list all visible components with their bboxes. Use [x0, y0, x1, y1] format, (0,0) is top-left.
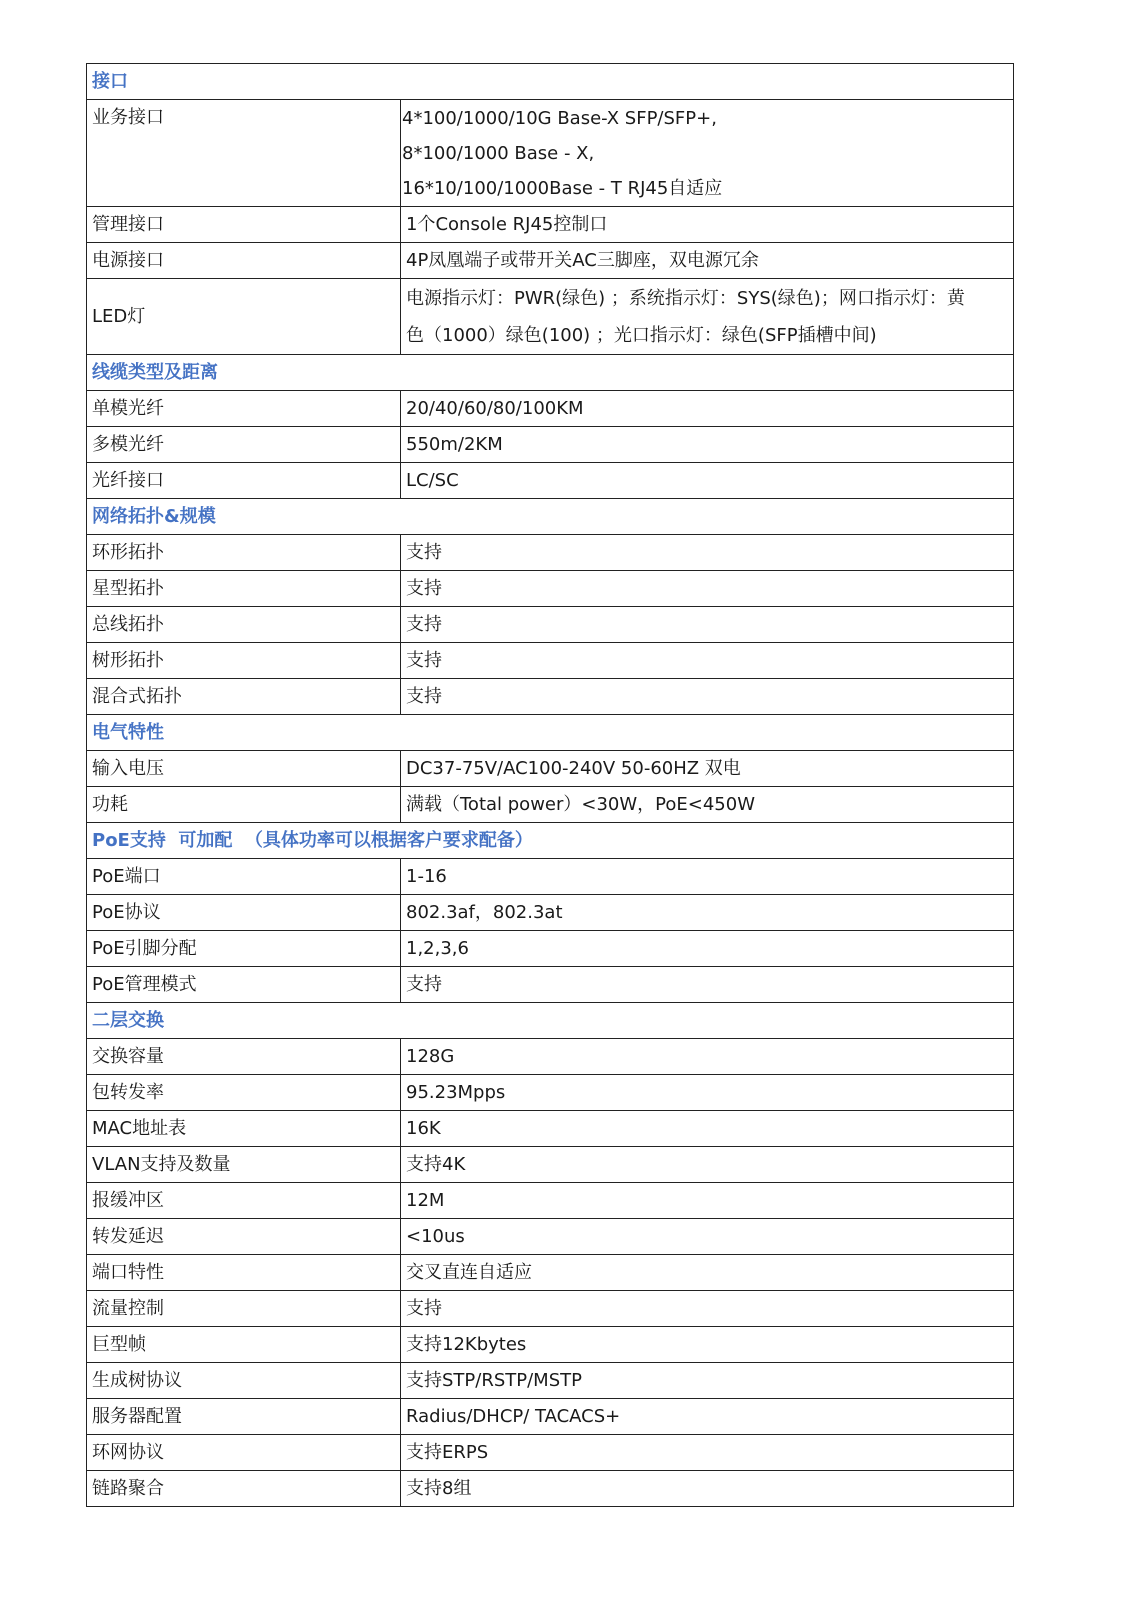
row-label: VLAN支持及数量 [87, 1147, 401, 1183]
section-title: 接口 [87, 64, 1014, 100]
table-row [87, 1111, 1014, 1147]
row-value: 支持 [401, 679, 1014, 715]
row-label: PoE端口 [87, 859, 401, 895]
row-value: LC/SC [401, 463, 1014, 499]
row-label: 光纤接口 [87, 463, 401, 499]
table-row [87, 391, 1014, 427]
row-value [401, 100, 1014, 207]
table-row [87, 1255, 1014, 1291]
row-value: 支持 [401, 967, 1014, 1003]
section-title: 电气特性 [87, 715, 1014, 751]
row-label: 服务器配置 [87, 1399, 401, 1435]
table-row [87, 207, 1014, 243]
row-label: 输入电压 [87, 751, 401, 787]
section-title: PoE支持 可加配 （具体功率可以根据客户要求配备） [87, 823, 1014, 859]
row-label: 总线拓扑 [87, 607, 401, 643]
section-header-electrical [87, 715, 1014, 751]
row-label: PoE管理模式 [87, 967, 401, 1003]
row-value: 支持 [401, 607, 1014, 643]
table-row [87, 463, 1014, 499]
section-header-layer2 [87, 1003, 1014, 1039]
row-label: PoE协议 [87, 895, 401, 931]
row-value: <10us [401, 1219, 1014, 1255]
section-header-poe [87, 823, 1014, 859]
row-value: DC37-75V/AC100-240V 50-60HZ 双电 [401, 751, 1014, 787]
row-label: 电源接口 [87, 243, 401, 279]
table-row [87, 571, 1014, 607]
spec-table [86, 63, 1014, 1507]
row-label: 功耗 [87, 787, 401, 823]
row-value: Radius/DHCP/ TACACS+ [401, 1399, 1014, 1435]
row-label: LED灯 [87, 279, 401, 355]
row-label: MAC地址表 [87, 1111, 401, 1147]
value-line: 电源指示灯：PWR(绿色) ；系统指示灯：SYS(绿色)；网口指示灯：黄 [406, 287, 965, 309]
row-label: 链路聚合 [87, 1471, 401, 1507]
table-row [87, 787, 1014, 823]
section-title: 网络拓扑&规模 [87, 499, 1014, 535]
row-label: 巨型帧 [87, 1327, 401, 1363]
row-label: 业务接口 [87, 100, 401, 207]
row-value: 支持12Kbytes [401, 1327, 1014, 1363]
table-row [87, 1435, 1014, 1471]
table-row [87, 1147, 1014, 1183]
row-value: 16K [401, 1111, 1014, 1147]
row-value: 20/40/60/80/100KM [401, 391, 1014, 427]
row-label: 生成树协议 [87, 1363, 401, 1399]
row-label: 包转发率 [87, 1075, 401, 1111]
row-value: 满载（Total power）<30W，PoE<450W [401, 787, 1014, 823]
table-row [87, 679, 1014, 715]
table-row [87, 1219, 1014, 1255]
row-label: 单模光纤 [87, 391, 401, 427]
row-value: 1,2,3,6 [401, 931, 1014, 967]
row-label: 星型拓扑 [87, 571, 401, 607]
row-label: 转发延迟 [87, 1219, 401, 1255]
row-label: 交换容量 [87, 1039, 401, 1075]
row-value: 支持ERPS [401, 1435, 1014, 1471]
section-title: 二层交换 [87, 1003, 1014, 1039]
row-label: PoE引脚分配 [87, 931, 401, 967]
table-row [87, 535, 1014, 571]
table-row [87, 1363, 1014, 1399]
table-row [87, 1183, 1014, 1219]
section-header-cable [87, 355, 1014, 391]
row-value: 支持 [401, 571, 1014, 607]
table-row [87, 643, 1014, 679]
table-row [87, 967, 1014, 1003]
row-value: 4P凤凰端子或带开关AC三脚座，双电源冗余 [401, 243, 1014, 279]
row-value: 支持 [401, 643, 1014, 679]
row-value [401, 279, 1014, 355]
row-label: 报缓冲区 [87, 1183, 401, 1219]
row-label: 多模光纤 [87, 427, 401, 463]
row-value: 1个Console RJ45控制口 [401, 207, 1014, 243]
row-value: 交叉直连自适应 [401, 1255, 1014, 1291]
row-value: 支持STP/RSTP/MSTP [401, 1363, 1014, 1399]
value-line: 色（1000）绿色(100) ；光口指示灯：绿色(SFP插槽中间) [406, 324, 877, 346]
section-title: 线缆类型及距离 [87, 355, 1014, 391]
table-row [87, 279, 1014, 355]
value-line: 16*10/100/1000Base - T RJ45自适应 [402, 177, 723, 199]
section-header-interface [87, 64, 1014, 100]
section-header-topology [87, 499, 1014, 535]
row-value: 128G [401, 1039, 1014, 1075]
row-label: 端口特性 [87, 1255, 401, 1291]
table-row [87, 931, 1014, 967]
row-label: 环形拓扑 [87, 535, 401, 571]
table-row [87, 1075, 1014, 1111]
row-value: 支持 [401, 1291, 1014, 1327]
table-row [87, 427, 1014, 463]
table-row [87, 751, 1014, 787]
row-value: 12M [401, 1183, 1014, 1219]
table-row [87, 859, 1014, 895]
table-row [87, 1399, 1014, 1435]
row-value: 550m/2KM [401, 427, 1014, 463]
row-value: 支持8组 [401, 1471, 1014, 1507]
table-row [87, 895, 1014, 931]
table-row [87, 1327, 1014, 1363]
value-line: 4*100/1000/10G Base-X SFP/SFP+, [402, 107, 717, 129]
table-row [87, 607, 1014, 643]
row-label: 管理接口 [87, 207, 401, 243]
row-value: 1-16 [401, 859, 1014, 895]
value-line: 8*100/1000 Base - X, [402, 142, 595, 164]
row-label: 环网协议 [87, 1435, 401, 1471]
table-row [87, 243, 1014, 279]
row-label: 流量控制 [87, 1291, 401, 1327]
row-value: 95.23Mpps [401, 1075, 1014, 1111]
table-row [87, 1471, 1014, 1507]
row-value: 支持4K [401, 1147, 1014, 1183]
table-row [87, 1039, 1014, 1075]
row-label: 混合式拓扑 [87, 679, 401, 715]
table-row [87, 100, 1014, 207]
row-value: 支持 [401, 535, 1014, 571]
row-label: 树形拓扑 [87, 643, 401, 679]
table-row [87, 1291, 1014, 1327]
row-value: 802.3af，802.3at [401, 895, 1014, 931]
